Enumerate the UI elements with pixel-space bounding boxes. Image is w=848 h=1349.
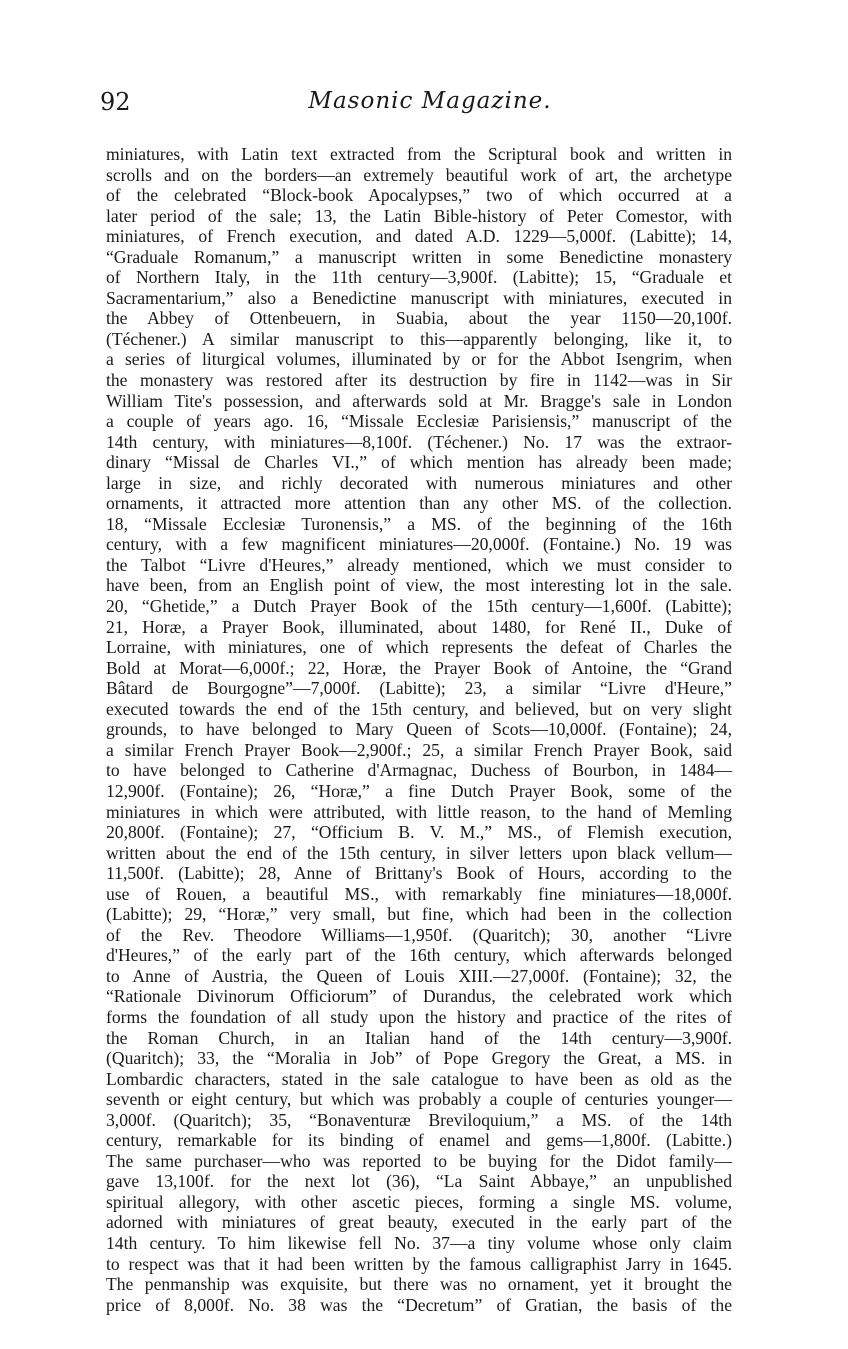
text-line: to Anne of Austria, the Queen of Louis XIII.—27,000f. (Fontaine); 32, the bbox=[106, 965, 732, 986]
text-line: executed towards the end of the 15th century, and believed, but on very slight bbox=[106, 698, 732, 719]
text-line: adorned with miniatures of great beauty, executed in the early part of the bbox=[106, 1212, 732, 1233]
text-line: (Labitte); 29, “Horæ,” very small, but fine, which had been in the collection bbox=[106, 904, 732, 925]
text-line: a series of liturgical volumes, illuminated by or for the Abbot Isengrim, when bbox=[106, 349, 732, 370]
text-line: of Northern Italy, in the 11th century—3,900f. (Labitte); 15, “Graduale et bbox=[106, 267, 732, 288]
text-line: (Téchener.) A similar manuscript to this—apparently belonging, like it, to bbox=[106, 328, 732, 349]
text-line: miniatures in which were attributed, with little reason, to the hand of Memling bbox=[106, 801, 732, 822]
text-line: gave 13,100f. for the next lot (36), “La Saint Abbaye,” an unpublished bbox=[106, 1171, 732, 1192]
text-line: Bâtard de Bourgogne”—7,000f. (Labitte); 23, a similar “Livre d'Heure,” bbox=[106, 678, 732, 699]
text-line: price of 8,000f. No. 38 was the “Decretum” of Gratian, the basis of the bbox=[106, 1294, 732, 1315]
text-line: grounds, to have belonged to Mary Queen of Scots—10,000f. (Fontaine); 24, bbox=[106, 719, 732, 740]
text-line: William Tite's possession, and afterwards sold at Mr. Bragge's sale in London bbox=[106, 390, 732, 411]
text-line: scrolls and on the borders—an extremely beautiful work of art, the archetype bbox=[106, 164, 732, 185]
text-line: a similar French Prayer Book—2,900f.; 25, a similar French Prayer Book, said bbox=[106, 739, 732, 760]
text-line: ornaments, it attracted more attention than any other MS. of the collection. bbox=[106, 493, 732, 514]
text-line: 20, “Ghetide,” a Dutch Prayer Book of the 15th century—1,600f. (Labitte); bbox=[106, 596, 732, 617]
text-line: “Graduale Romanum,” a manuscript written in some Benedictine monastery bbox=[106, 246, 732, 267]
text-line: to have belonged to Catherine d'Armagnac, Duchess of Bourbon, in 1484— bbox=[106, 760, 732, 781]
text-line: Lorraine, with miniatures, one of which represents the defeat of Charles the bbox=[106, 637, 732, 658]
text-line: “Rationale Divinorum Officiorum” of Durandus, the celebrated work which bbox=[106, 986, 732, 1007]
text-line: the Talbot “Livre d'Heures,” already mentioned, which we must consider to bbox=[106, 554, 732, 575]
page-header bbox=[100, 88, 740, 128]
running-title: Masonic Magazine. bbox=[308, 88, 552, 114]
text-line: 11,500f. (Labitte); 28, Anne of Brittany's Book of Hours, according to the bbox=[106, 863, 732, 884]
text-line: The penmanship was exquisite, but there was no ornament, yet it brought the bbox=[106, 1274, 732, 1295]
text-line: century, remarkable for its binding of enamel and gems—1,800f. (Labitte.) bbox=[106, 1130, 732, 1151]
text-line: of the celebrated “Block-book Apocalypses,” two of which occurred at a bbox=[106, 185, 732, 206]
text-line: forms the foundation of all study upon the history and practice of the rites of bbox=[106, 1006, 732, 1027]
text-line: to respect was that it had been written by the famous calligraphist Jarry in 1645. bbox=[106, 1253, 732, 1274]
text-line: century, with a few magnificent miniatures—20,000f. (Fontaine.) No. 19 was bbox=[106, 534, 732, 555]
text-line: the Roman Church, in an Italian hand of the 14th century—3,900f. bbox=[106, 1027, 732, 1048]
text-line: the Abbey of Ottenbeuern, in Suabia, about the year 1150—20,100f. bbox=[106, 308, 732, 329]
text-line: written about the end of the 15th century, in silver letters upon black vellum— bbox=[106, 842, 732, 863]
text-line: miniatures, with Latin text extracted from the Scriptural book and written in bbox=[106, 144, 732, 164]
text-line: use of Rouen, a beautiful MS., with remarkably fine miniatures—18,000f. bbox=[106, 883, 732, 904]
text-line: 14th century. To him likewise fell No. 37—a tiny volume whose only claim bbox=[106, 1232, 732, 1253]
text-line: (Quaritch); 33, the “Moralia in Job” of Pope Gregory the Great, a MS. in bbox=[106, 1048, 732, 1069]
text-line: seventh or eight century, but which was probably a couple of centuries younger— bbox=[106, 1089, 732, 1110]
text-line: 14th century, with miniatures—8,100f. (Téchener.) No. 17 was the extraor- bbox=[106, 431, 732, 452]
page-number: 92 bbox=[100, 88, 131, 116]
text-line: 12,900f. (Fontaine); 26, “Horæ,” a fine Dutch Prayer Book, some of the bbox=[106, 780, 732, 801]
text-line: have been, from an English point of view, the most interesting lot in the sale. bbox=[106, 575, 732, 596]
text-line: 3,000f. (Quaritch); 35, “Bonaventuræ Breviloquium,” a MS. of the 14th bbox=[106, 1109, 732, 1130]
text-line: Lombardic characters, stated in the sale catalogue to have been as old as the bbox=[106, 1068, 732, 1089]
text-line: 20,800f. (Fontaine); 27, “Officium B. V. M.,” MS., of Flemish execution, bbox=[106, 822, 732, 843]
text-line: miniatures, of French execution, and dated A.D. 1229—5,000f. (Labitte); 14, bbox=[106, 226, 732, 247]
text-line: d'Heures,” of the early part of the 16th century, which afterwards belonged bbox=[106, 945, 732, 966]
text-line: spiritual allegory, with other ascetic pieces, forming a single MS. volume, bbox=[106, 1191, 732, 1212]
text-line: a couple of years ago. 16, “Missale Ecclesiæ Parisiensis,” manuscript of the bbox=[106, 411, 732, 432]
text-line: Bold at Morat—6,000f.; 22, Horæ, the Prayer Book of Antoine, the “Grand bbox=[106, 657, 732, 678]
text-line: the monastery was restored after its destruction by fire in 1142—was in Sir bbox=[106, 370, 732, 391]
article-body bbox=[106, 144, 732, 1315]
text-line: 21, Horæ, a Prayer Book, illuminated, about 1480, for René II., Duke of bbox=[106, 616, 732, 637]
text-line: 18, “Missale Ecclesiæ Turonensis,” a MS. of the beginning of the 16th bbox=[106, 513, 732, 534]
text-line: of the Rev. Theodore Williams—1,950f. (Quaritch); 30, another “Livre bbox=[106, 924, 732, 945]
text-line: dinary “Missal de Charles VI.,” of which mention has already been made; bbox=[106, 452, 732, 473]
text-line: large in size, and richly decorated with numerous miniatures and other bbox=[106, 472, 732, 493]
text-line: The same purchaser—who was reported to be buying for the Didot family— bbox=[106, 1150, 732, 1171]
text-line: later period of the sale; 13, the Latin Bible-history of Peter Comestor, with bbox=[106, 205, 732, 226]
text-line: Sacramentarium,” also a Benedictine manuscript with miniatures, executed in bbox=[106, 287, 732, 308]
